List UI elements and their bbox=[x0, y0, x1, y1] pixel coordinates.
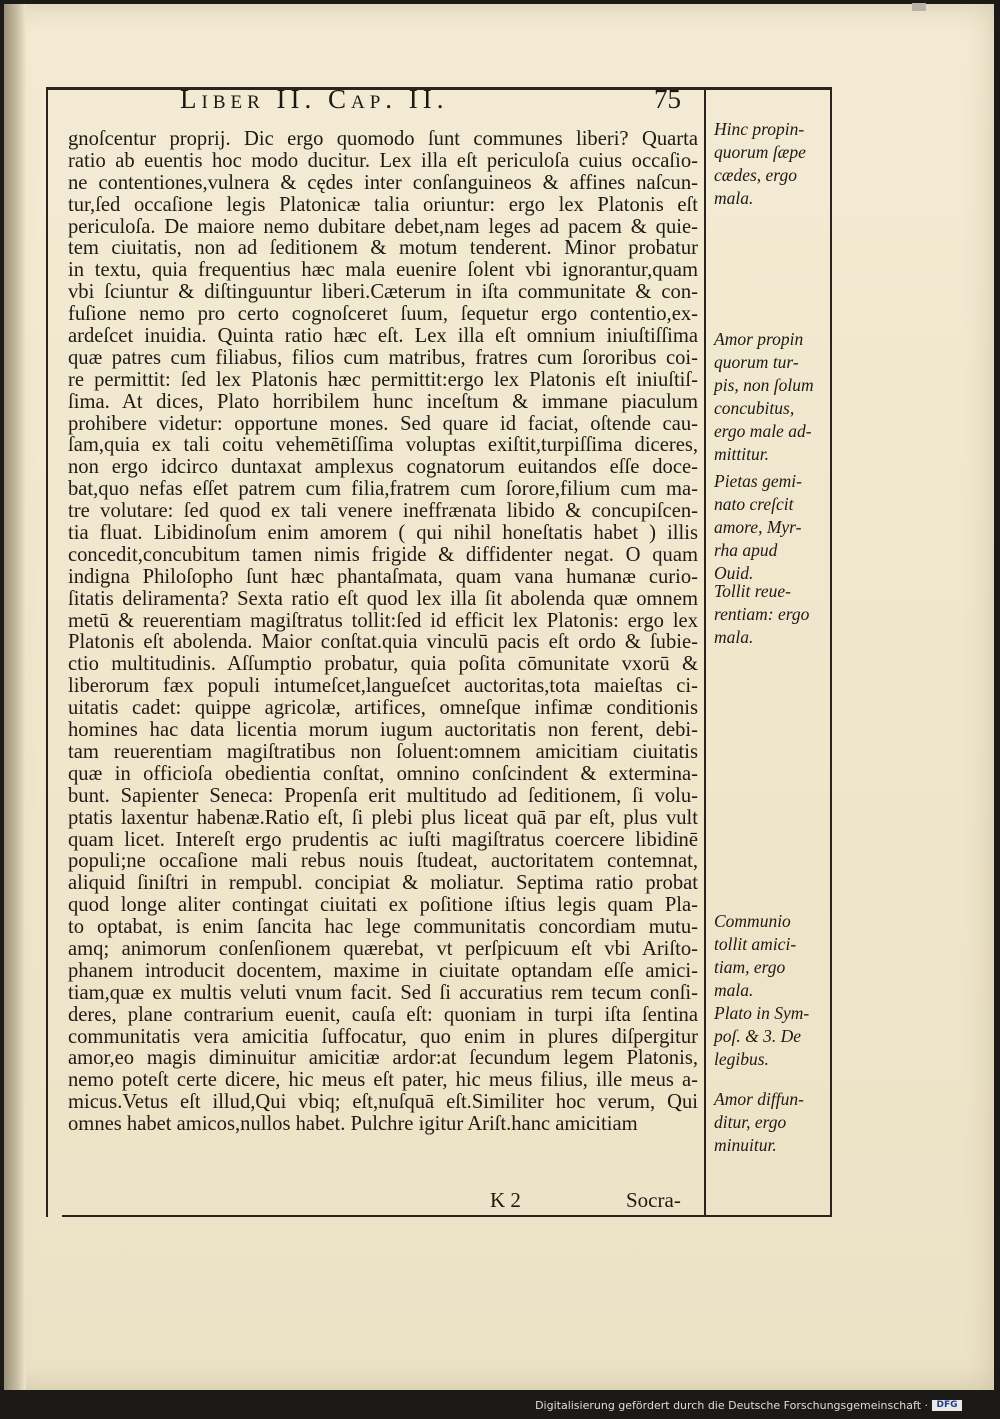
main-text-block bbox=[68, 129, 698, 1136]
text-line: Platonis eſt abolenda. Maior conſtat.quia vinculū pacis eſt ordo & ſubie- bbox=[68, 632, 698, 654]
running-header bbox=[0, 84, 1000, 124]
marginal-note-line: poſ. & 3. De bbox=[714, 1026, 802, 1046]
text-line: aliquid ſiniſtri in rempubl. concipiat & moliatur. Septima ratio probat bbox=[68, 873, 698, 895]
text-line: micus.Vetus eſt illud,Qui vbiq; eſt,nuſquā eſt.Similiter hoc verum, Qui bbox=[68, 1092, 698, 1114]
text-line: populi;ne occaſione mali rebus nouis ſtudeat, auctoritatem contemnat, bbox=[68, 851, 698, 873]
marginal-note-line: Pietas gemi- bbox=[714, 471, 802, 491]
scan-marker bbox=[912, 3, 926, 11]
marginal-note-line: rentiam: ergo bbox=[714, 604, 810, 624]
text-line: ſima. At dices, Plato horribilem hunc inceſtum & immane piaculum bbox=[68, 391, 698, 413]
text-line: non ergo idcirco duntaxat amplexus cognatorum euitandos eſſe doce- bbox=[68, 457, 698, 479]
marginal-note bbox=[714, 470, 830, 585]
marginal-note-line: ditur, ergo bbox=[714, 1112, 787, 1132]
text-line: tem ciuitatis, non ad ſeditionem & motum tenderent. Minor probatur bbox=[68, 238, 698, 260]
marginal-note-line: quorum ſæpe bbox=[714, 142, 806, 162]
marginal-note-line: Ouid. bbox=[714, 563, 754, 583]
text-line: ſitatis deliramenta? Sexta ratio eſt quod lex illa ſit abolenda quæ omnem bbox=[68, 588, 698, 610]
text-line: amq; animorum conſenſionem quærebat, vt perſpicuum eſt vbi Ariſto- bbox=[68, 938, 698, 960]
marginal-note-line: quorum tur- bbox=[714, 352, 799, 372]
marginal-note-line: Hinc propin- bbox=[714, 119, 805, 139]
marginal-note bbox=[714, 580, 830, 649]
marginal-note bbox=[714, 1088, 830, 1157]
text-line: prohibere videtur: opportune mones. Sed quare id faciat, oſtende cau- bbox=[68, 413, 698, 435]
text-line: quæ patres cum filiabus, filios cum matribus, fratres cum ſororibus coi- bbox=[68, 347, 698, 369]
marginal-note bbox=[714, 118, 830, 210]
text-line: deres, plane contrarium euenit, cauſa eſt: quoniam in turpi iſta ſentina bbox=[68, 1004, 698, 1026]
text-line: indigna Philoſopho ſunt hæc phantaſmata, quam vana humanæ curio- bbox=[68, 566, 698, 588]
marginal-note-line: Communio bbox=[714, 911, 791, 931]
marginal-note-line: pis, non ſolum bbox=[714, 375, 814, 395]
text-line: ratio ab euentis hoc modo ducitur. Lex illa eſt periculoſa cuius occaſio- bbox=[68, 150, 698, 172]
marginal-note bbox=[714, 328, 830, 466]
marginal-note-line: ergo male ad- bbox=[714, 421, 812, 441]
running-title: Liber II. Cap. II. bbox=[180, 84, 449, 114]
marginal-note-line: mala. bbox=[714, 627, 754, 647]
marginal-note bbox=[714, 910, 830, 1071]
text-line: quod longe aliter contingat ciuitati ex poſitione iſtius legis quam Pla- bbox=[68, 895, 698, 917]
text-line: uitatis cadet: quippe agricolæ, artifices, omneſque infimæ conditionis bbox=[68, 698, 698, 720]
left-border-rule bbox=[46, 87, 48, 1217]
marginal-note-line: Plato in Sym- bbox=[714, 1003, 810, 1023]
text-line: ptatis laxentur habenæ.Ratio eſt, ſi plebi plus liceat quā par eſt, plus vult bbox=[68, 807, 698, 829]
text-line: ctio multitudinis. Aſſumptio probatur, quia poſita cōmunitate vxorū & bbox=[68, 654, 698, 676]
text-line: gnoſcentur proprij. Dic ergo quomodo ſunt communes liberi? Quarta bbox=[68, 129, 698, 150]
marginal-note-line: nato creſcit bbox=[714, 494, 794, 514]
marginal-note-line: concubitus, bbox=[714, 398, 795, 418]
text-line: fuſione nemo pro certo cognoſceret ſuum, ſequetur ergo contentio,ex- bbox=[68, 304, 698, 326]
text-line: communitatis vera amicitia ſuffocatur, quo enim in plures diſpergitur bbox=[68, 1026, 698, 1048]
text-line: tia fluat. Libidinoſum enim amorem ( qui nihil honeſtatis habet ) illis bbox=[68, 523, 698, 545]
text-line: bunt. Sapienter Seneca: Propenſa erit multitudo ad ſeditionem, ſi volu- bbox=[68, 785, 698, 807]
credit-text: Digitalisierung gefördert durch die Deutsche Forschungsgemeinschaft · bbox=[535, 1399, 928, 1412]
text-line: omnes habet amicos,nullos habet. Pulchre igitur Ariſt.hanc amicitiam bbox=[68, 1114, 638, 1136]
text-line: tur,ſed occaſione legis Platonicæ talia oriuntur: ergo lex Platonis eſt bbox=[68, 194, 698, 216]
text-line: tiam,quæ ex multis veluti vnum facit. Sed ſi accuratius rem tecum conſi- bbox=[68, 982, 698, 1004]
text-line: periculoſa. De maiore nemo dubitare debet,nam leges ad pacem & quie- bbox=[68, 216, 698, 238]
marginal-note-line: Amor diffun- bbox=[714, 1089, 804, 1109]
text-line: phanem introducit docentem, maxime in ciuitate optandam eſſe amici- bbox=[68, 960, 698, 982]
bottom-border-rule bbox=[62, 1215, 832, 1217]
page-gutter-shadow bbox=[4, 4, 26, 1390]
text-line: tre volutare: ſed quod ex tali venere ineffrænata libido & concupiſcen- bbox=[68, 501, 698, 523]
catchword: Socra- bbox=[626, 1188, 681, 1212]
text-line: in textu, quia frequentius hæc mala euenire ſolent vbi ignorantur,quam bbox=[68, 260, 698, 282]
text-line: homines hac data licentia morum iugum auctoritatis non ferent, debi- bbox=[68, 720, 698, 742]
marginal-note-line: tollit amici- bbox=[714, 934, 797, 954]
text-line: quam licet. Intereſt ergo prudentis ac iuſti magiſtratus coercere libidinē bbox=[68, 829, 698, 851]
marginal-note-line: Amor propin bbox=[714, 329, 804, 349]
text-line: metū & reuerentiam magiſtratus tollit:ſed id efficit lex Platonis: ergo lex bbox=[68, 610, 698, 632]
marginal-note-line: mala. bbox=[714, 188, 754, 208]
digitization-credit bbox=[535, 1399, 962, 1412]
marginal-note-line: legibus. bbox=[714, 1049, 769, 1069]
text-line: quæ in officioſa obedientia conſtat, omnino conſcindent & extermina- bbox=[68, 763, 698, 785]
text-line: vbi ſciuntur & diſtinguuntur liberi.Cæterum in iſta communitate & con- bbox=[68, 282, 698, 304]
signature-mark: K 2 bbox=[490, 1188, 521, 1212]
marginal-note-line: mittitur. bbox=[714, 444, 769, 464]
marginal-note-line: cædes, ergo bbox=[714, 165, 797, 185]
dfg-logo: DFG bbox=[932, 1400, 962, 1411]
text-line: nemo poteſt certe dicere, hic meus eſt pater, hic meus filius, ille meus a- bbox=[68, 1070, 698, 1092]
text-line: ardeſcet inuidia. Quinta ratio hæc eſt. Lex illa eſt omnium iniuſtiſſima bbox=[68, 326, 698, 348]
text-line: ne contentiones,vulnera & cędes inter conſanguineos & affines naſcun- bbox=[68, 172, 698, 194]
marginal-note-line: amore, Myr- bbox=[714, 517, 802, 537]
text-line: liberorum fæx populi intumeſcet,langueſcet auctoritas,tota maieſtas ci- bbox=[68, 676, 698, 698]
text-line: re permittit: ſed lex Platonis hæc permittit:ergo lex Platonis eſt iniuſtiſ- bbox=[68, 369, 698, 391]
marginal-note-line: tiam, ergo bbox=[714, 957, 786, 977]
marginal-note-line: minuitur. bbox=[714, 1135, 777, 1155]
marginal-note-line: mala. bbox=[714, 980, 754, 1000]
column-divider-rule bbox=[704, 87, 706, 1217]
marginal-note-line: Tollit reue- bbox=[714, 581, 791, 601]
text-line: to optabat, is enim ſancita hac lege communitatis concordiam mutu- bbox=[68, 917, 698, 939]
text-line: bat,quo nefas eſſet patrem cum filia,fratrem cum ſorore,filium cum ma- bbox=[68, 479, 698, 501]
right-border-rule bbox=[830, 87, 832, 1217]
text-line: ſam,quia ex tali coitu vehemētiſſima voluptas exiſtit,turpiſſima diceres, bbox=[68, 435, 698, 457]
text-line: amor,eo magis diminuitur amicitiæ ardor:at ſecundum legem Platonis, bbox=[68, 1048, 698, 1070]
text-line: concedit,concubitum tamen nimis frigide & diffidenter negat. O quam bbox=[68, 544, 698, 566]
text-line: tam reuerentiam magiſtratibus non ſoluent:omnem amicitiam ciuitatis bbox=[68, 741, 698, 763]
marginal-note-line: rha apud bbox=[714, 540, 778, 560]
page-number: 75 bbox=[654, 84, 681, 114]
